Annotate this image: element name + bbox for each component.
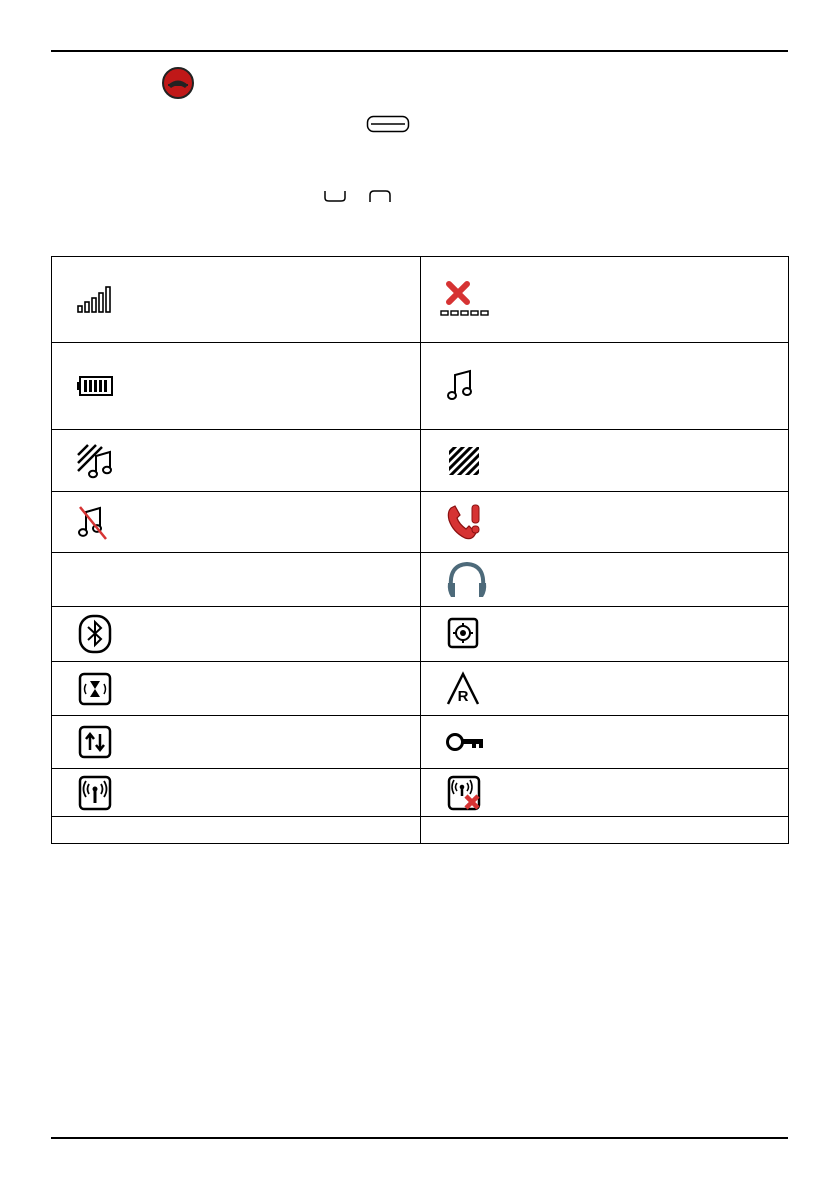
ring-and-vibrate-icon [76,443,116,479]
table-cell [420,343,789,430]
signal-strength-icon [76,284,116,316]
table-cell [420,553,789,607]
table-cell [52,430,421,492]
table-cell [52,492,421,553]
volume-up-key-icon [367,188,393,204]
status-icons-table [51,256,789,844]
table-cell [420,430,789,492]
table-row [52,769,789,817]
table-cell [52,817,421,844]
table-cell [420,817,789,844]
table-row [52,430,789,492]
table-row [52,553,789,607]
table-row [52,817,789,844]
end-call-button-icon [157,66,199,100]
silent-icon [76,503,116,541]
table-cell [52,607,421,662]
network-error-icon [439,278,495,322]
hotspot-icon [76,774,116,812]
table-cell [52,769,421,817]
table-cell [420,607,789,662]
table-cell [420,716,789,769]
table-cell [52,257,421,343]
table-row [52,607,789,662]
alarm-icon [76,671,116,707]
table-cell [52,662,421,716]
header-rule [51,50,788,52]
volume-down-key-icon [322,188,348,204]
keypad-lock-icon [445,724,489,760]
roaming-icon [445,670,485,708]
headset-icon [445,559,489,601]
table-row [52,257,789,343]
table-row [52,492,789,553]
bluetooth-icon [76,614,116,654]
table-cell [420,769,789,817]
missed-call-icon [445,502,485,542]
table-cell [420,662,789,716]
table-row [52,662,789,716]
table-cell [52,553,421,607]
svg-text:R: R [457,687,468,705]
table-cell [420,257,789,343]
data-transfer-icon [76,724,116,760]
table-row [52,716,789,769]
table-cell [52,343,421,430]
hotspot-off-icon [445,774,485,812]
menu-key-icon [366,115,410,133]
footer-rule [51,1137,788,1139]
table-cell [420,492,789,553]
gps-location-icon [445,616,485,652]
battery-level-icon [76,372,116,400]
table-row [52,343,789,430]
vibrate-only-icon [445,443,485,479]
table-cell [52,716,421,769]
ringtone-icon [445,368,479,404]
